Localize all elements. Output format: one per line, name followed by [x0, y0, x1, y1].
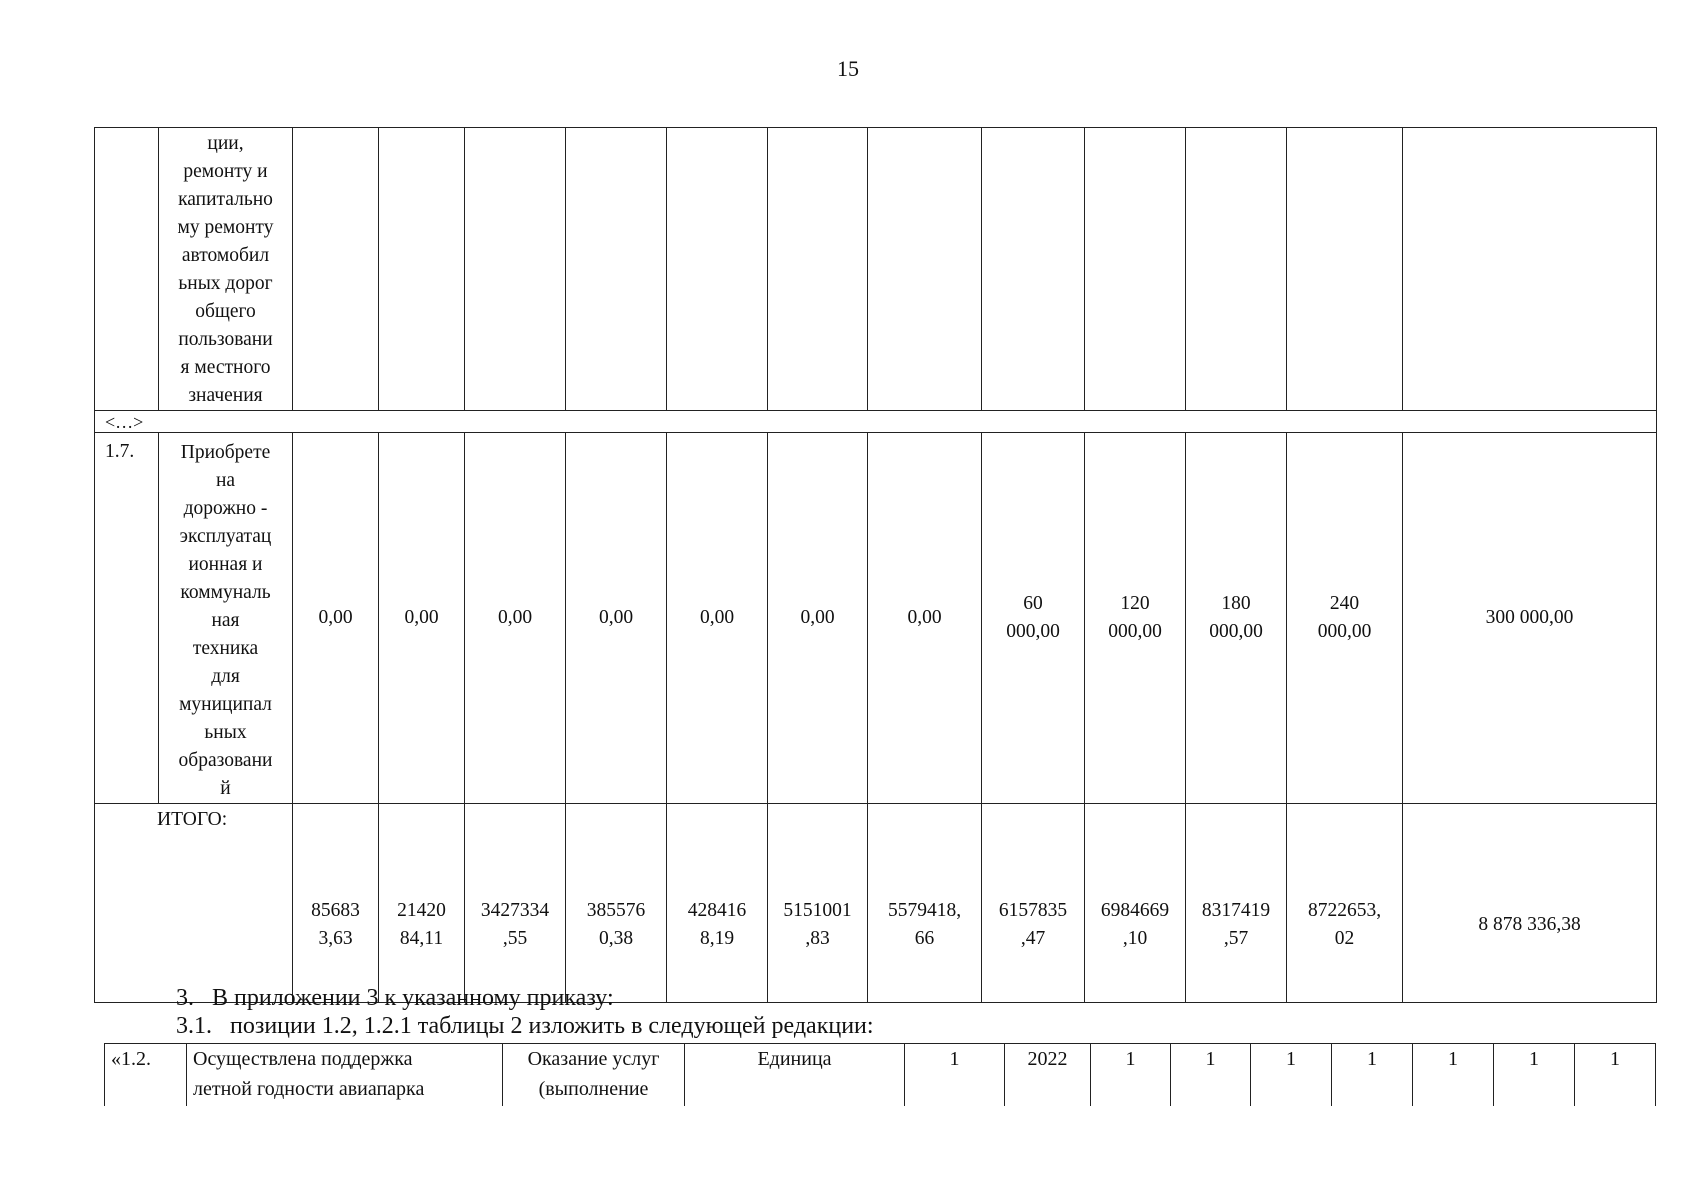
- value-cell: 300 000,00: [1403, 433, 1657, 804]
- total-value-cell: 5579418, 66: [868, 804, 982, 1003]
- value-cell: 1: [1251, 1044, 1332, 1107]
- total-row: [95, 804, 1657, 1003]
- total-value-cell: 428416 8,19: [667, 804, 768, 1003]
- value-cell: 0,00: [293, 433, 379, 804]
- row-number-cell: «1.2.: [105, 1044, 187, 1107]
- value-cell: 1: [1413, 1044, 1494, 1107]
- indicators-table: [104, 1043, 1656, 1106]
- value-cell: 180 000,00: [1186, 433, 1287, 804]
- value-cell: 1: [1332, 1044, 1413, 1107]
- value-cell: [1085, 128, 1186, 411]
- row-number-cell: 1.7.: [95, 433, 159, 804]
- ellipsis-row: [95, 411, 1657, 433]
- value-cell: 1: [1171, 1044, 1251, 1107]
- total-value-cell: 8722653, 02: [1287, 804, 1403, 1003]
- grand-total-cell: 8 878 336,38: [1403, 804, 1657, 1003]
- year-cell: 2022: [1005, 1044, 1091, 1107]
- value-cell: 120 000,00: [1085, 433, 1186, 804]
- value-cell: [293, 128, 379, 411]
- value-cell: 240 000,00: [1287, 433, 1403, 804]
- value-cell: [379, 128, 465, 411]
- table-row: [105, 1044, 1656, 1107]
- value-cell: 0,00: [379, 433, 465, 804]
- value-cell: [1186, 128, 1287, 411]
- value-cell: 0,00: [566, 433, 667, 804]
- value-cell: 0,00: [868, 433, 982, 804]
- value-cell: 0,00: [667, 433, 768, 804]
- value-cell: [1403, 128, 1657, 411]
- total-value-cell: 385576 0,38: [566, 804, 667, 1003]
- page-number: 15: [837, 56, 859, 81]
- row-number-cell: [95, 128, 159, 411]
- value-cell: 60 000,00: [982, 433, 1085, 804]
- value-cell: [868, 128, 982, 411]
- value-cell: [566, 128, 667, 411]
- omitted-rows-marker: <…>: [95, 411, 1657, 433]
- indicator-type-cell: Оказание услуг (выполнение: [503, 1044, 685, 1107]
- base-value-cell: 1: [905, 1044, 1005, 1107]
- value-cell: [667, 128, 768, 411]
- value-cell: [768, 128, 868, 411]
- total-value-cell: 6984669 ,10: [1085, 804, 1186, 1003]
- value-cell: [982, 128, 1085, 411]
- value-cell: 0,00: [768, 433, 868, 804]
- total-value-cell: 6157835 ,47: [982, 804, 1085, 1003]
- value-cell: 1: [1494, 1044, 1575, 1107]
- paragraph-3-1: 3.1. позиции 1.2, 1.2.1 таблицы 2 изложить в следующей редакции:: [176, 1013, 874, 1039]
- total-value-cell: 3427334 ,55: [465, 804, 566, 1003]
- value-cell: [465, 128, 566, 411]
- item-name: ции, ремонту и капитально му ремонту автомобил ьных дорог общего пользовани я местного значения: [177, 133, 274, 406]
- value-cell: 1: [1091, 1044, 1171, 1107]
- value-cell: 0,00: [465, 433, 566, 804]
- total-label: ИТОГО:: [95, 804, 293, 1003]
- indicator-name-cell: Осуществлена поддержка летной годности авиапарка: [187, 1044, 503, 1107]
- total-value-cell: 21420 84,11: [379, 804, 465, 1003]
- total-value-cell: 5151001 ,83: [768, 804, 868, 1003]
- financing-table: [94, 127, 1657, 1003]
- table-row: [95, 128, 1657, 411]
- value-cell: 1: [1575, 1044, 1656, 1107]
- item-name: Приобрете на дорожно - эксплуатац ионная и коммуналь ная техника для муниципал ьных образовани й: [178, 442, 273, 799]
- table-row: [95, 433, 1657, 804]
- value-cell: [1287, 128, 1403, 411]
- item-name-cell: [159, 128, 293, 411]
- total-value-cell: 8317419 ,57: [1186, 804, 1287, 1003]
- total-value-cell: 85683 3,63: [293, 804, 379, 1003]
- unit-cell: Единица: [685, 1044, 905, 1107]
- item-name-cell: [159, 433, 293, 804]
- paragraph-3: 3. В приложении 3 к указанному приказу:: [176, 985, 614, 1011]
